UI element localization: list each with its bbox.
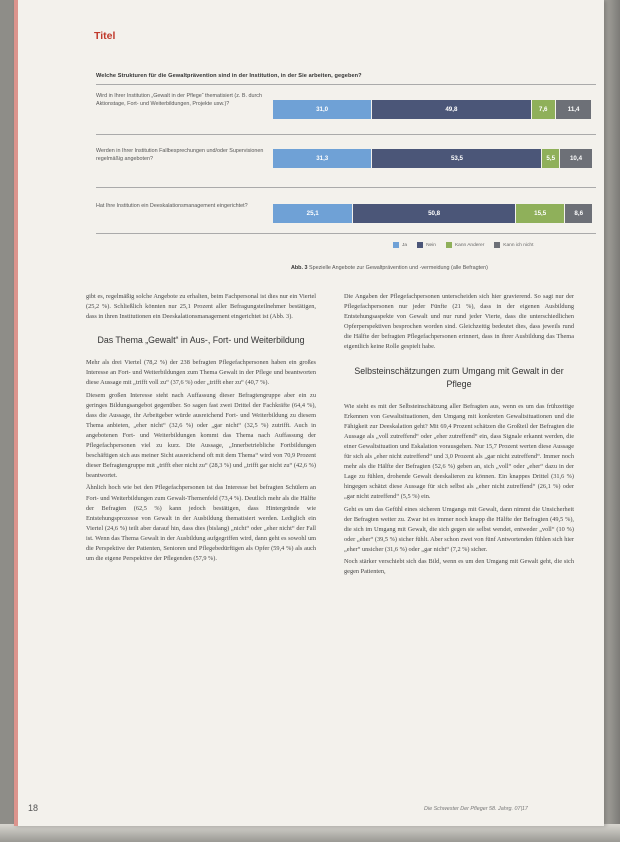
bar-1-segment-kann-ich-nicht: 11,4 xyxy=(556,100,592,119)
legend-label-nein: Nein xyxy=(426,242,436,248)
figure-bottom-rule xyxy=(96,233,596,234)
legend-swatch-kann-anderer xyxy=(446,242,452,248)
bar-3-segment-ja: 25,1 xyxy=(273,204,353,223)
legend-swatch-kann-ich-nicht xyxy=(494,242,500,248)
text-column-right xyxy=(344,292,574,579)
page-edge-strip xyxy=(14,0,18,826)
legend-label-ja: Ja xyxy=(402,242,408,248)
figure-caption xyxy=(291,265,488,271)
page-number: 18 xyxy=(28,803,39,813)
bar-2-segment-ja: 31,3 xyxy=(273,149,372,168)
right-subheading: Selbsteinschätzungen zum Umgang mit Gewalt in der Pflege xyxy=(354,365,564,389)
section-label: Titel xyxy=(94,30,116,42)
stacked-bar-3 xyxy=(273,204,593,223)
bar-2-segment-kann-ich-nicht: 10,4 xyxy=(560,149,593,168)
stacked-bar-2 xyxy=(273,149,593,168)
right-paragraph-1: Die Angaben der Pflegefachpersonen unterscheiden sich hier gravierend. So sagt nur der Pflegefachpersonen nur jeder Fünfte (21 %), dass in der eigenen Ausbildung Entstehungsaspekte von Gewalt und nur rund jeder Vierte, dass die unterschiedlichen Opferperspektiven besprochen worden sind. Gleichzeitig bedeutet dies, dass jeweils rund die Hälfte der befragten Pflegefachpersonen erinnert, dass in ihrer Ausbildung das Thema eigentlich keine Rolle gespielt habe. xyxy=(344,293,574,351)
left-paragraph-3: Diesem großen Interesse steht nach Auffassung dieser Befragtengruppe aber ein zu geringes Bildungsangebot gegenüber. So sagen fast zwei Drittel der Fachkräfte (64,4 %), dass die Aussage, ihr Arbeitgeber würde ausreichend Fort- und Weiterbildung zu diesem Thema anbieten, „eher nicht“ (32,6 %) oder „gar nicht“ (32,5 %) zutrifft. Auch in angebotenen Fort- und Weiterbildungen kommt das Thema nach Auffassung der Pflegefachpersonen viel zu kurz. Die Aussage, „Innerbetriebliche Fortbildungen beschäftigen sich aus meiner Sicht ausreichend oft mit dem Thema“ wird von 70,9 Prozent dieser Befragtengruppe mit „trifft eher nicht zu“ (28,3 %) und „trifft gar nicht zu“ (42,6 %) beantwortet. xyxy=(86,391,316,480)
stacked-bar-1 xyxy=(273,100,593,119)
left-paragraph-2: Mehr als drei Viertel (78,2 %) der 238 befragten Pflegefachpersonen haben ein großes Interesse an Fort- und Weiterbildungen zum Thema Gewalt in der Pflege und beantworten diese Aussage mit „trifft voll zu“ (37,6 %) oder „trifft eher zu“ (40,7 %). xyxy=(86,359,316,387)
legend-swatch-ja xyxy=(393,242,399,248)
figure-legend xyxy=(393,242,533,248)
row-label-3: Hat Ihre Institution ein Deeskalationsmanagement eingerichtet? xyxy=(96,203,248,209)
figure-question: Welche Strukturen für die Gewaltprävention sind in der Institution, in der Sie arbeiten, gegeben? xyxy=(96,73,362,79)
journal-footer: Die Schwester Der Pfleger 58. Jahrg. 07|17 xyxy=(424,806,528,812)
bar-1-segment-ja: 31,0 xyxy=(273,100,372,119)
legend-item-nein xyxy=(417,242,436,248)
text-column-left xyxy=(86,292,316,566)
bar-2-segment-kann-anderer: 5,5 xyxy=(542,149,559,168)
left-subheading: Das Thema „Gewalt“ in Aus-, Fort- und Weiterbildung xyxy=(97,335,305,346)
desk-background-bottom xyxy=(0,824,620,842)
figure-top-rule xyxy=(96,84,596,85)
legend-item-kann-anderer xyxy=(446,242,484,248)
legend-label-kann-anderer: Kann Anderer xyxy=(454,242,485,248)
bar-3-segment-kann-ich-nicht: 8,6 xyxy=(565,204,593,223)
figure-3 xyxy=(96,58,601,286)
right-paragraph-2: Wie sieht es mit der Selbsteinschätzung aller Befragten aus, wenn es um das frühzeitige Erkennen von Gewaltsituationen, den Umgang mit konkreten Gewaltsituationen und die Fähigkeit zur Deeskalation geht? Mit 69,4 Prozent schätzen die Großteil der Befragten die Aussage als „voll zutreffend“ oder „eher zutreffend“ ein, dass Signale erkannt werden, die einer Gewaltsituation und Eskalation vorausgehen. Nur 15,7 Prozent werten diese Aussage für sich als „eher nicht zutreffend“ und 3,0 Prozent als „gar nicht zutreffend“. Immer noch mehr als die Hälfte der Befragten (52,6 %) geben an, sich „voll“ oder „eher“ dazu in der Lage zu fühlen, drohende Gewalt deeskalieren zu können. Ein knappes Drittel (31,6 %) hingegen schätzt diese Aussage für sich selbst als „eher nicht zutreffend“ (26,1 %) oder „gar nicht zutreffend“ (5,5 %) ein. xyxy=(344,402,574,501)
row-divider-2 xyxy=(96,187,596,188)
row-label-1: Wird in Ihrer Institution „Gewalt in der Pflege“ thematisiert (z. B. durch Aktionstage, Fort- und Weiterbildungen, Projekte usw.)? xyxy=(96,93,262,107)
right-paragraph-4: Noch stärker verschiebt sich das Bild, wenn es um den Umgang mit Gewalt geht, die sich gegen Patienten, xyxy=(344,557,574,576)
row-divider-1 xyxy=(96,134,596,135)
bar-3-segment-nein: 50,8 xyxy=(353,204,516,223)
row-label-2: Werden in Ihrer Institution Fallbesprechungen und/oder Supervisionen regelmäßig angeboten? xyxy=(96,148,264,162)
left-paragraph-4: Ähnlich hoch wie bei den Pflegefachpersonen ist das Interesse bei befragten Schülern an Fort- und Weiterbildungen zum Gewalt-Themenfeld (73,4 %). Deutlich mehr als die Hälfte der Befragten (62,5 %) kann jedoch bestätigen, dass Hintergründe wie Entstehungsprozesse von Gewalt in der Ausbildung thematisiert werden. Lediglich ein Viertel (24,6 %) teilt aber darauf hin, dass dies (bislang) „nicht“ oder „eher nicht“ der Fall ist. Wenn das Thema Gewalt in der Ausbildung aufgegriffen wird, dann geht es sowohl um die Perspektive der Patienten, Senioren und Pflegebedürftigen als Opfer (59,4 %) als auch um die eigene Perspektive der Pflegenden (57,9 %). xyxy=(86,484,316,563)
caption-label: Abb. 3 xyxy=(291,265,308,271)
legend-swatch-nein xyxy=(417,242,423,248)
legend-item-kann-ich-nicht xyxy=(494,242,533,248)
bar-1-segment-nein: 49,8 xyxy=(372,100,531,119)
legend-item-ja xyxy=(393,242,407,248)
bar-2-segment-nein: 53,5 xyxy=(372,149,542,168)
magazine-page xyxy=(14,0,604,826)
left-paragraph-1: gibt es, regelmäßig solche Angebote zu erhalten, beim Fachpersonal ist dies nur ein Viertel (25,2 %). Schließlich könnten nur 25,1 Prozent aller Befragungsteilnehmer bestätigen, dass in ihren Institutionen ein Deeskalationsmanagement eingerichtet ist (Abb. 3). xyxy=(86,293,316,321)
bar-1-segment-kann-anderer: 7,6 xyxy=(532,100,556,119)
legend-label-kann-ich-nicht: Kann ich nicht xyxy=(503,242,534,248)
right-paragraph-3: Geht es um das Gefühl eines sicheren Umgangs mit Gewalt, dann nimmt die Unsicherheit der Befragten weiter zu. Zwar ist es immer noch knapp die Hälfte der Befragten (49,5 %), die sich im Umgang mit Gewalt, die sich gegen sie selbst wendet, entweder „voll“ (10 %) oder „eher“ (39,5 %) sicher fühlt. Aber schon zwei von fünf Antwortenden fühlen sich hier „eher“ unsicher (31,6 %) oder „gar nicht“ (7,2 %) sicher. xyxy=(344,505,574,553)
caption-text: Spezielle Angebote zur Gewaltprävention und -vermeidung (alle Befragten) xyxy=(308,265,488,271)
bar-3-segment-kann-anderer: 15,5 xyxy=(516,204,566,223)
